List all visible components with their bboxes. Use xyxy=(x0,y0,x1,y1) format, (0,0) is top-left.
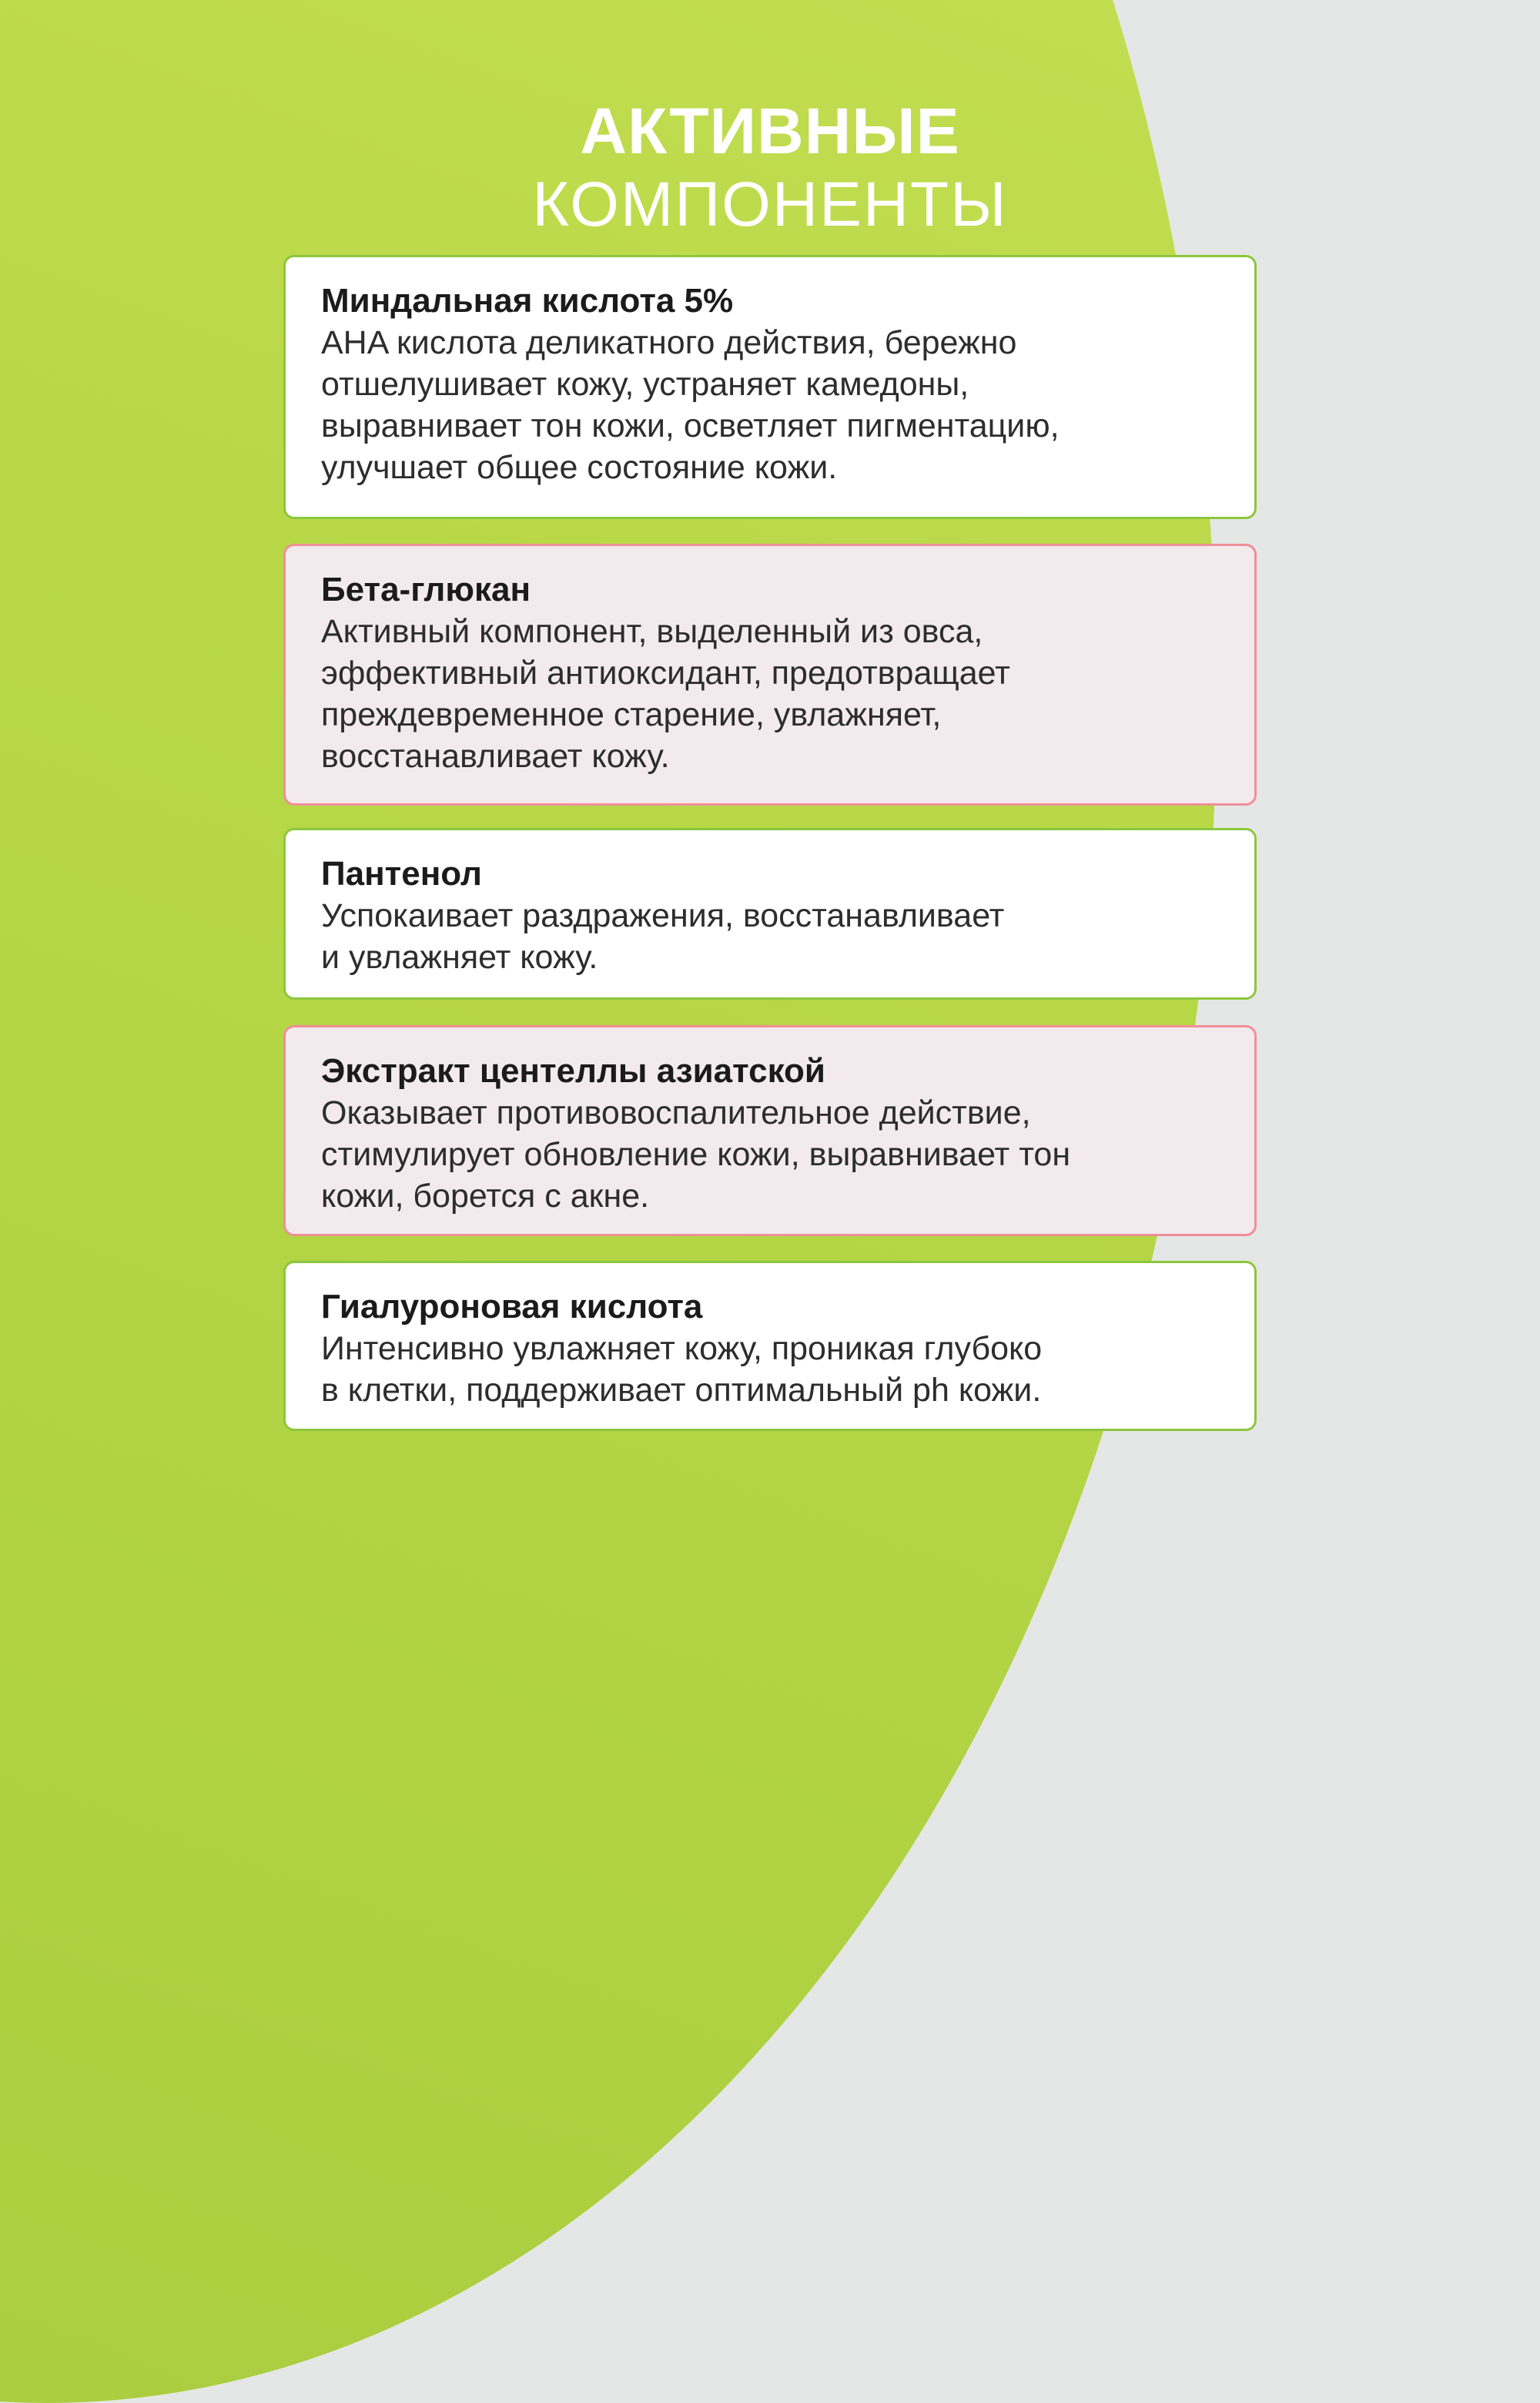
ingredient-description: Успокаивает раздражения, восстанавливает и увлажняет кожу. xyxy=(321,897,1005,976)
ingredient-title: Миндальная кислота 5% xyxy=(321,282,734,320)
ingredient-card-beta-glucan xyxy=(283,544,1257,806)
ingredient-card-panthenol xyxy=(283,828,1257,1000)
ingredient-title: Пантенол xyxy=(321,855,482,893)
ingredient-description: AHA кислота деликатного действия, бережно отшелушивает кожу, устраняет камедоны, выравнивает тон кожи, осветляет пигментацию, улучшает общее состояние кожи. xyxy=(321,324,1060,486)
ingredient-card-centella-extract xyxy=(283,1025,1257,1236)
ingredient-description: Интенсивно увлажняет кожу, проникая глубоко в клетки, поддерживает оптимальный ph кожи. xyxy=(321,1330,1043,1409)
ingredient-title: Гиалуроновая кислота xyxy=(321,1288,703,1326)
ingredient-description: Активный компонент, выделенный из овса, эффективный антиоксидант, предотвращает преждевременное старение, увлажняет, восстанавливает кожу. xyxy=(321,613,1010,775)
ingredient-description: Оказывает противовоспалительное действие, стимулирует обновление кожи, выравнивает тон кожи, борется с акне. xyxy=(321,1094,1071,1215)
ingredient-title: Экстракт центеллы азиатской xyxy=(321,1052,825,1090)
ingredient-title: Бета-глюкан xyxy=(321,571,531,608)
heading-line-2: КОМПОНЕНТЫ xyxy=(532,169,1008,240)
ingredient-card-mandelic-acid xyxy=(283,255,1257,519)
heading-line-1: АКТИВНЫЕ xyxy=(580,95,960,167)
ingredient-card-hyaluronic-acid xyxy=(283,1261,1257,1431)
